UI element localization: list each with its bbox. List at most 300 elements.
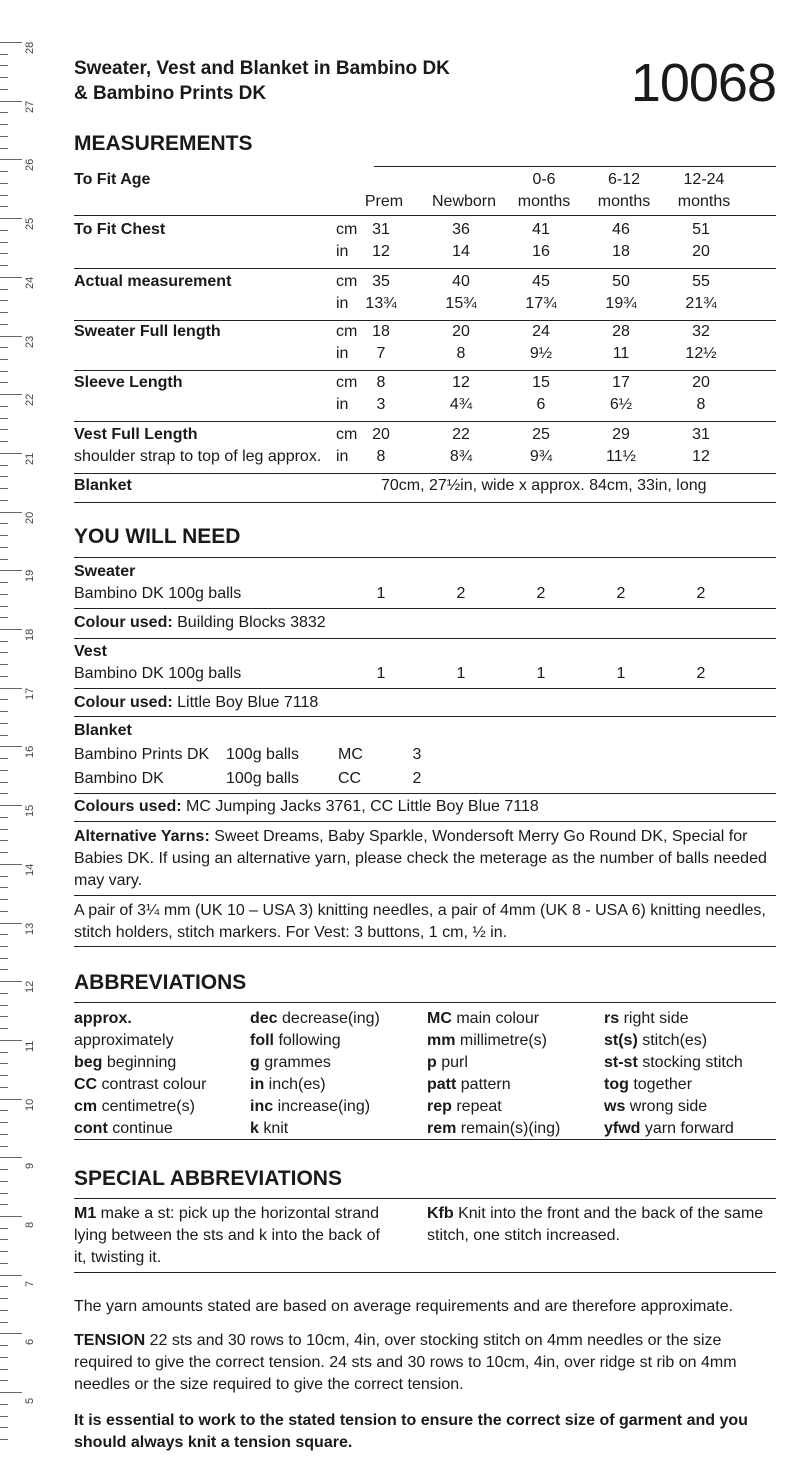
blanket-colour-code: CC bbox=[338, 770, 362, 787]
abbreviation-item bbox=[604, 1118, 743, 1140]
ruler-tick bbox=[0, 1122, 8, 1123]
value-in: 21¾ bbox=[685, 295, 717, 312]
unit-in: in bbox=[336, 345, 349, 362]
age-label: To Fit Age bbox=[74, 171, 151, 188]
kfb-definition bbox=[427, 1203, 776, 1247]
abbreviation-meaning: millimetre(s) bbox=[455, 1032, 547, 1049]
ruler-tick bbox=[0, 347, 8, 348]
ruler-tick bbox=[0, 277, 22, 278]
ruler-tick bbox=[0, 1427, 8, 1428]
abbreviation-item bbox=[250, 1074, 380, 1096]
ruler-number: 10 bbox=[24, 1098, 36, 1111]
abbreviation-meaning: grammes bbox=[259, 1054, 331, 1071]
abbreviation-key: tog bbox=[604, 1076, 629, 1093]
ruler-tick bbox=[0, 159, 22, 160]
abbreviation-meaning: right side bbox=[619, 1010, 689, 1027]
ruler-tick bbox=[0, 336, 22, 337]
ruler-tick bbox=[0, 1369, 8, 1370]
ruler-tick bbox=[0, 993, 8, 994]
abbreviation-meaning: stocking stitch bbox=[637, 1054, 743, 1071]
abbreviation-key: st-st bbox=[604, 1054, 638, 1071]
abbreviation-item bbox=[250, 1008, 380, 1030]
ruler-tick bbox=[0, 699, 8, 700]
ruler-number: 23 bbox=[24, 335, 36, 348]
ruler-tick bbox=[0, 1322, 8, 1323]
vest-yarn: Bambino DK 100g balls bbox=[74, 665, 242, 682]
abbreviation-item bbox=[74, 1074, 207, 1096]
ruler-tick bbox=[0, 406, 8, 407]
ruler-tick bbox=[0, 1028, 8, 1029]
abbreviation-item bbox=[427, 1096, 560, 1118]
abbreviation-key: st(s) bbox=[604, 1032, 638, 1049]
ruler-tick bbox=[0, 582, 8, 583]
divider bbox=[74, 1198, 776, 1199]
value-cm: 22 bbox=[452, 426, 470, 443]
needles-text: A pair of 3¼ mm (UK 10 – USA 3) knitting needles, a pair of 4mm (UK 8 - USA 6) knitting needles, stitch holders, stitch markers. For Vest: 3 buttons, 1 cm, ½ in. bbox=[74, 902, 766, 941]
ruler-tick bbox=[0, 1239, 8, 1240]
abbreviation-meaning: contrast colour bbox=[97, 1076, 207, 1093]
abbreviation-key: rem bbox=[427, 1120, 457, 1137]
ruler-tick bbox=[0, 864, 22, 865]
abbreviation-item bbox=[74, 1052, 207, 1074]
ruler-tick bbox=[0, 1146, 8, 1147]
ruler-tick bbox=[0, 1052, 8, 1053]
ruler-tick bbox=[0, 547, 8, 548]
abbreviation-meaning: purl bbox=[436, 1054, 468, 1071]
ruler-tick bbox=[0, 136, 8, 137]
ruler-tick bbox=[0, 1439, 8, 1440]
value-in: 8¾ bbox=[449, 448, 473, 465]
blanket-ball-size: 100g balls bbox=[226, 746, 299, 763]
age-line-1: 0-6 bbox=[532, 171, 556, 188]
divider bbox=[74, 1272, 776, 1273]
abbreviation-key: CC bbox=[74, 1076, 98, 1093]
divider bbox=[74, 608, 776, 609]
abbreviation-meaning: approximately bbox=[74, 1032, 174, 1049]
abbreviation-key: approx. bbox=[74, 1010, 132, 1027]
abbreviation-meaning: increase(ing) bbox=[273, 1098, 371, 1115]
blanket-measure-value: 70cm, 27½in, wide x approx. 84cm, 33in, long bbox=[381, 477, 707, 494]
tension-warning: It is essential to work to the stated tension to ensure the correct size of garment and you should always knit a tension square. bbox=[74, 1412, 748, 1451]
ruler-tick bbox=[0, 1005, 8, 1006]
abbreviation-meaning: repeat bbox=[451, 1098, 502, 1115]
ruler-tick bbox=[0, 688, 22, 689]
ruler-number: 24 bbox=[24, 276, 36, 289]
ruler-tick bbox=[0, 441, 8, 442]
ruler-tick bbox=[0, 171, 8, 172]
ruler-tick bbox=[0, 1063, 8, 1064]
abbreviation-item bbox=[74, 1008, 207, 1030]
abbreviation-key: rep bbox=[427, 1098, 452, 1115]
ruler-tick bbox=[0, 946, 8, 947]
value-cm: 32 bbox=[692, 323, 710, 340]
ruler-tick bbox=[0, 723, 8, 724]
abbreviation-item bbox=[427, 1052, 560, 1074]
abbreviation-key: g bbox=[250, 1054, 260, 1071]
value-in: 3 bbox=[376, 396, 386, 413]
value-cm: 20 bbox=[692, 374, 710, 391]
divider bbox=[74, 268, 776, 269]
ruler-tick bbox=[0, 42, 22, 43]
abbreviation-item bbox=[604, 1008, 743, 1030]
abbreviation-meaning: remain(s)(ing) bbox=[456, 1120, 561, 1137]
value-in: 6½ bbox=[609, 396, 633, 413]
value-in: 12 bbox=[372, 243, 390, 260]
abbreviation-key: dec bbox=[250, 1010, 278, 1027]
value-cm: 50 bbox=[612, 273, 630, 290]
ruler-tick bbox=[0, 465, 8, 466]
measurement-label: To Fit Chest bbox=[74, 221, 166, 238]
sweater-ball-count: 2 bbox=[536, 585, 546, 602]
ruler-tick bbox=[0, 512, 22, 513]
ruler-tick bbox=[0, 1310, 8, 1311]
ruler-tick bbox=[0, 206, 8, 207]
ruler-tick bbox=[0, 242, 8, 243]
ruler-tick bbox=[0, 324, 8, 325]
ruler-tick bbox=[0, 1016, 8, 1017]
ruler-tick bbox=[0, 218, 22, 219]
ruler-number: 17 bbox=[24, 687, 36, 700]
abbreviation-item bbox=[427, 1008, 560, 1030]
value-cm: 40 bbox=[452, 273, 470, 290]
ruler-tick bbox=[0, 312, 8, 313]
ruler-number: 6 bbox=[24, 1339, 36, 1346]
ruler-number: 21 bbox=[24, 452, 36, 465]
ruler-tick bbox=[0, 1392, 22, 1393]
ruler-tick bbox=[0, 676, 8, 677]
tension-text: 22 sts and 30 rows to 10cm, 4in, over stocking stitch on 4mm needles or the size required to give the correct tension. 24 sts and 30 rows to 10cm, 4in, over ridge st rib on 4mm needles or the size required to give the correct tension. bbox=[74, 1332, 737, 1393]
age-line-2: months bbox=[677, 193, 731, 210]
value-in: 12½ bbox=[685, 345, 717, 362]
ruler-tick bbox=[0, 852, 8, 853]
abbreviation-meaning: inch(es) bbox=[264, 1076, 326, 1093]
blanket-colours-label: Colours used: bbox=[74, 798, 182, 815]
value-in: 16 bbox=[532, 243, 550, 260]
divider bbox=[74, 421, 776, 422]
value-cm: 20 bbox=[372, 426, 390, 443]
value-cm: 8 bbox=[376, 374, 386, 391]
abbreviation-meaning: main colour bbox=[451, 1010, 540, 1027]
ruler-tick bbox=[0, 500, 8, 501]
age-line-2: months bbox=[517, 193, 571, 210]
ruler-tick bbox=[0, 735, 8, 736]
ruler-tick bbox=[0, 300, 8, 301]
ruler-tick bbox=[0, 1040, 22, 1041]
blanket-ball-size: 100g balls bbox=[226, 770, 299, 787]
abbreviations-heading: ABBREVIATIONS bbox=[74, 971, 247, 994]
abbreviation-key: rs bbox=[604, 1010, 620, 1027]
abbreviation-meaning: yarn forward bbox=[640, 1120, 734, 1137]
abbreviation-key: p bbox=[427, 1054, 437, 1071]
ruler-tick bbox=[0, 1075, 8, 1076]
ruler-tick bbox=[0, 1193, 8, 1194]
value-in: 15¾ bbox=[445, 295, 477, 312]
abbreviation-key: patt bbox=[427, 1076, 457, 1093]
sweater-colour-value: Building Blocks 3832 bbox=[172, 614, 326, 631]
blanket-yarn-name: Bambino DK bbox=[74, 770, 164, 787]
ruler-number: 5 bbox=[24, 1397, 36, 1405]
ruler-tick bbox=[0, 887, 8, 888]
ruler-tick bbox=[0, 911, 8, 912]
ruler-tick bbox=[0, 371, 8, 372]
abbreviation-item bbox=[250, 1052, 380, 1074]
ruler-tick bbox=[0, 382, 8, 383]
ruler-number: 20 bbox=[24, 511, 36, 524]
kfb-text: Knit into the front and the back of the same stitch, one stitch increased. bbox=[427, 1205, 764, 1244]
ruler-tick bbox=[0, 418, 8, 419]
unit-in: in bbox=[336, 295, 349, 312]
value-cm: 45 bbox=[532, 273, 550, 290]
abbreviation-meaning: stitch(es) bbox=[637, 1032, 708, 1049]
measurement-label: Sleeve Length bbox=[74, 374, 183, 391]
divider bbox=[74, 1002, 776, 1003]
ruler-tick bbox=[0, 476, 8, 477]
blanket-colour-code: MC bbox=[338, 746, 363, 763]
ruler-tick bbox=[0, 1357, 8, 1358]
abbreviation-item bbox=[427, 1074, 560, 1096]
sweater-ball-count: 2 bbox=[696, 585, 706, 602]
ruler-tick bbox=[0, 523, 8, 524]
ruler-tick bbox=[0, 453, 22, 454]
yarn-note: The yarn amounts stated are based on average requirements and are therefore approximate. bbox=[74, 1298, 734, 1315]
abbreviation-key: cont bbox=[74, 1120, 108, 1137]
value-in: 11 bbox=[612, 345, 630, 362]
abbreviation-meaning: centimetre(s) bbox=[97, 1098, 195, 1115]
ruler-tick bbox=[0, 1099, 22, 1100]
divider bbox=[74, 688, 776, 689]
ruler-tick bbox=[0, 101, 22, 102]
abbreviation-item bbox=[74, 1118, 207, 1140]
divider bbox=[74, 215, 776, 216]
value-in: 18 bbox=[612, 243, 630, 260]
ruler-tick bbox=[0, 1298, 8, 1299]
ruler-tick bbox=[0, 183, 8, 184]
sweater-ball-count: 1 bbox=[376, 585, 386, 602]
unit-in: in bbox=[336, 396, 349, 413]
ruler-tick bbox=[0, 606, 8, 607]
age-line-2: Newborn bbox=[431, 193, 497, 210]
value-cm: 24 bbox=[532, 323, 550, 340]
ruler-number: 7 bbox=[24, 1280, 36, 1287]
ruler-tick bbox=[0, 1169, 8, 1170]
ruler bbox=[0, 0, 48, 1461]
ruler-number: 26 bbox=[24, 159, 36, 172]
special-heading: SPECIAL ABBREVIATIONS bbox=[74, 1167, 342, 1190]
tension-label: TENSION bbox=[74, 1332, 146, 1349]
age-line-1: 12-24 bbox=[683, 171, 725, 188]
alternative-yarns-text: Sweet Dreams, Baby Sparkle, Wondersoft Merry Go Round DK, Special for Babies DK. If using an alternative yarn, please check the meterage as the number of balls needed may vary. bbox=[74, 828, 767, 889]
divider bbox=[374, 166, 776, 167]
abbreviation-key: cm bbox=[74, 1098, 98, 1115]
ruler-tick bbox=[0, 289, 8, 290]
measurements-heading: MEASUREMENTS bbox=[74, 132, 253, 155]
ruler-tick bbox=[0, 923, 22, 924]
kfb-key: Kfb bbox=[427, 1205, 454, 1222]
value-in: 8 bbox=[456, 345, 466, 362]
abbreviation-key: k bbox=[250, 1120, 259, 1137]
value-cm: 46 bbox=[612, 221, 630, 238]
vest-title: Vest bbox=[74, 643, 107, 660]
abbreviation-item bbox=[250, 1118, 380, 1140]
abbreviation-key: yfwd bbox=[604, 1120, 641, 1137]
sweater-colour-label: Colour used: bbox=[74, 614, 173, 631]
unit-cm: cm bbox=[336, 374, 358, 391]
divider bbox=[74, 502, 776, 503]
ruler-tick bbox=[0, 1345, 8, 1346]
abbreviation-item bbox=[604, 1052, 743, 1074]
value-in: 8 bbox=[696, 396, 706, 413]
value-cm: 15 bbox=[532, 374, 550, 391]
value-in: 13¾ bbox=[365, 295, 397, 312]
value-cm: 51 bbox=[692, 221, 710, 238]
ruler-tick bbox=[0, 1216, 22, 1217]
unit-cm: cm bbox=[336, 221, 358, 238]
ruler-tick bbox=[0, 840, 8, 841]
value-cm: 18 bbox=[372, 323, 390, 340]
ruler-number: 11 bbox=[24, 1040, 36, 1052]
unit-cm: cm bbox=[336, 273, 358, 290]
abbreviation-item bbox=[604, 1096, 743, 1118]
ruler-tick bbox=[0, 1263, 8, 1264]
ruler-number: 15 bbox=[24, 804, 36, 818]
ruler-number: 16 bbox=[24, 746, 36, 759]
ruler-tick bbox=[0, 981, 22, 982]
sweater-colour bbox=[74, 614, 326, 632]
measurement-label: Vest Full Length bbox=[74, 426, 198, 443]
abbreviation-meaning: pattern bbox=[456, 1076, 511, 1093]
ruler-tick bbox=[0, 1251, 8, 1252]
ruler-tick bbox=[0, 65, 8, 66]
abbreviation-key: inc bbox=[250, 1098, 274, 1115]
ruler-tick bbox=[0, 429, 8, 430]
age-line-2: months bbox=[597, 193, 651, 210]
ruler-tick bbox=[0, 1087, 8, 1088]
ruler-tick bbox=[0, 148, 8, 149]
sweater-ball-count: 2 bbox=[456, 585, 466, 602]
ruler-tick bbox=[0, 488, 8, 489]
measurement-label: Actual measurement bbox=[74, 273, 232, 290]
abbreviation-key: MC bbox=[427, 1010, 452, 1027]
ruler-tick bbox=[0, 54, 8, 55]
unit-cm: cm bbox=[336, 426, 358, 443]
ruler-tick bbox=[0, 969, 8, 970]
abbreviation-meaning: following bbox=[274, 1032, 341, 1049]
ruler-number: 12 bbox=[24, 980, 36, 994]
title-line-1: Sweater, Vest and Blanket in Bambino DK bbox=[74, 58, 450, 79]
need-heading: YOU WILL NEED bbox=[74, 525, 241, 548]
value-cm: 12 bbox=[452, 374, 470, 391]
value-cm: 17 bbox=[612, 374, 630, 391]
divider bbox=[74, 320, 776, 321]
abbreviation-key: in bbox=[250, 1076, 265, 1093]
divider bbox=[74, 821, 776, 822]
value-in: 8 bbox=[376, 448, 386, 465]
value-in: 20 bbox=[692, 243, 710, 260]
ruler-tick bbox=[0, 124, 8, 125]
divider bbox=[74, 716, 776, 717]
alternative-yarns-label: Alternative Yarns: bbox=[74, 828, 210, 845]
vest-colour-label: Colour used: bbox=[74, 694, 173, 711]
divider bbox=[74, 370, 776, 371]
divider bbox=[74, 638, 776, 639]
abbreviation-item bbox=[250, 1030, 380, 1052]
ruler-tick bbox=[0, 1134, 8, 1135]
abbreviation-item bbox=[427, 1118, 560, 1140]
ruler-tick bbox=[0, 112, 8, 113]
ruler-tick bbox=[0, 899, 8, 900]
value-in: 11½ bbox=[606, 448, 636, 465]
ruler-tick bbox=[0, 77, 8, 78]
ruler-number: 19 bbox=[24, 570, 36, 583]
value-cm: 29 bbox=[612, 426, 630, 443]
blanket-ball-count: 3 bbox=[412, 746, 422, 763]
ruler-number: 27 bbox=[24, 100, 36, 113]
pattern-title bbox=[74, 56, 450, 106]
sweater-ball-count: 2 bbox=[616, 585, 626, 602]
ruler-tick bbox=[0, 770, 8, 771]
ruler-tick bbox=[0, 782, 8, 783]
ruler-tick bbox=[0, 195, 8, 196]
age-line-1: 6-12 bbox=[607, 171, 641, 188]
ruler-number: 14 bbox=[24, 863, 36, 876]
value-in: 17¾ bbox=[525, 295, 557, 312]
value-cm: 20 bbox=[452, 323, 470, 340]
abbreviation-item bbox=[604, 1030, 743, 1052]
ruler-number: 9 bbox=[24, 1163, 36, 1170]
measurement-sublabel: shoulder strap to top of leg approx. bbox=[74, 448, 322, 465]
ruler-tick bbox=[0, 1404, 8, 1405]
abbreviation-meaning: beginning bbox=[102, 1054, 177, 1071]
vest-ball-count: 2 bbox=[696, 665, 706, 682]
value-cm: 35 bbox=[372, 273, 390, 290]
value-in: 19¾ bbox=[605, 295, 637, 312]
ruler-number: 28 bbox=[24, 41, 36, 54]
ruler-number: 22 bbox=[24, 393, 36, 407]
ruler-tick bbox=[0, 1286, 8, 1287]
value-in: 6 bbox=[536, 396, 546, 413]
value-in: 9½ bbox=[529, 345, 553, 362]
blanket-colours-value: MC Jumping Jacks 3761, CC Little Boy Blue 7118 bbox=[181, 798, 539, 815]
abbreviation-meaning: knit bbox=[258, 1120, 289, 1137]
abbreviation-key: beg bbox=[74, 1054, 103, 1071]
ruler-tick bbox=[0, 1110, 8, 1111]
ruler-tick bbox=[0, 265, 8, 266]
m1-definition bbox=[74, 1203, 394, 1269]
value-cm: 36 bbox=[452, 221, 470, 238]
divider bbox=[74, 1139, 776, 1140]
blanket-colours bbox=[74, 798, 539, 816]
value-cm: 25 bbox=[532, 426, 550, 443]
divider bbox=[74, 793, 776, 794]
ruler-tick bbox=[0, 829, 8, 830]
sweater-title: Sweater bbox=[74, 563, 136, 580]
value-cm: 31 bbox=[692, 426, 710, 443]
abbreviation-item bbox=[74, 1030, 207, 1052]
divider bbox=[74, 473, 776, 474]
ruler-tick bbox=[0, 664, 8, 665]
abbr-column-2 bbox=[250, 1008, 380, 1140]
ruler-number: 8 bbox=[24, 1221, 36, 1228]
value-cm: 31 bbox=[372, 221, 390, 238]
ruler-tick bbox=[0, 629, 22, 630]
blanket-title: Blanket bbox=[74, 722, 132, 739]
ruler-tick bbox=[0, 617, 8, 618]
unit-in: in bbox=[336, 243, 349, 260]
value-in: 9¾ bbox=[529, 448, 553, 465]
ruler-tick bbox=[0, 652, 8, 653]
ruler-number: 13 bbox=[24, 922, 36, 935]
ruler-tick bbox=[0, 958, 8, 959]
